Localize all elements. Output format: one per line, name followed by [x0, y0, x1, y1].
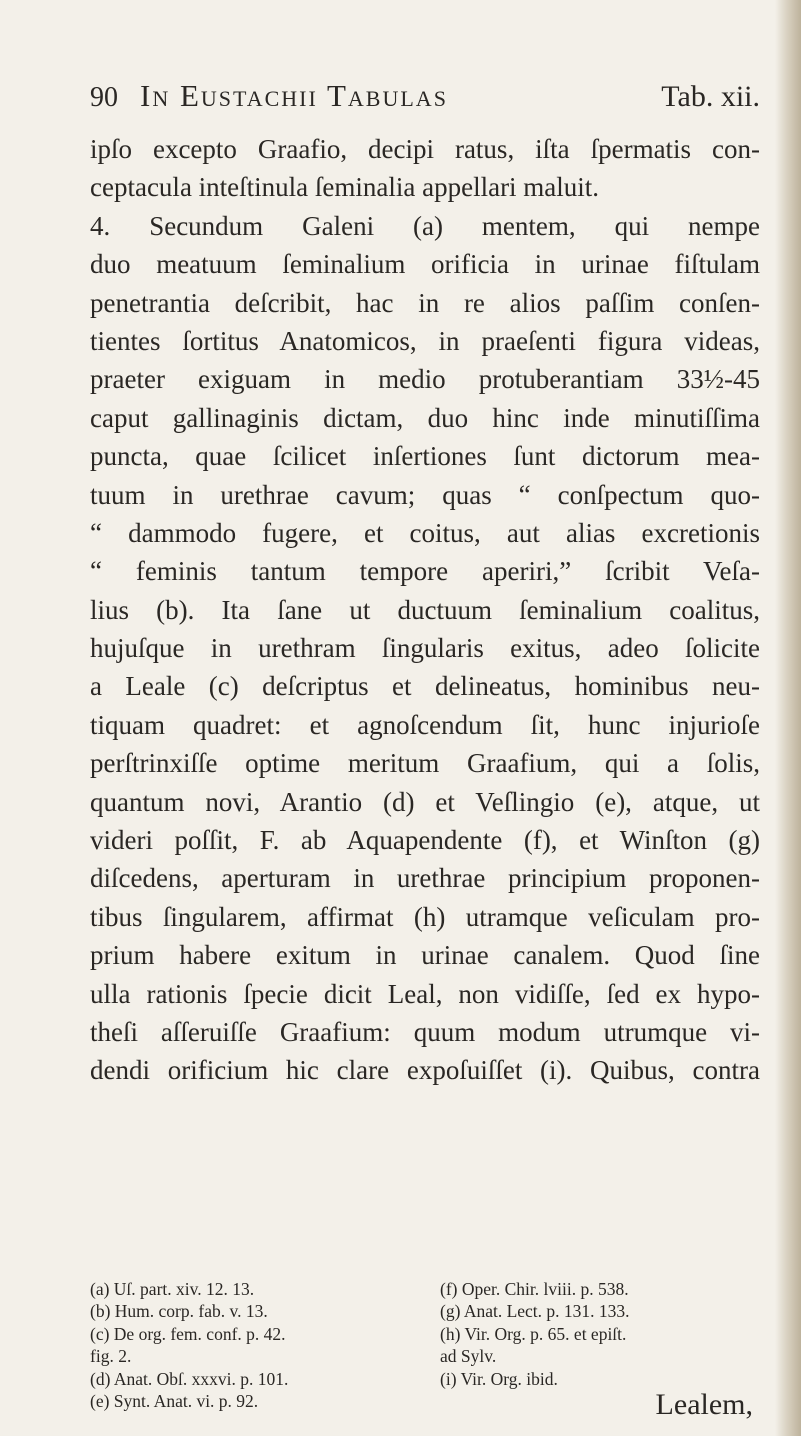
text-line: videri poſſit, F. ab Aquapendente (f), et Winſton (g) — [90, 825, 760, 856]
text-line: a Leale (c) deſcriptus et delineatus, hominibus neu- — [90, 671, 760, 702]
footnote: (h) Vir. Org. p. 65. et epiſt. — [440, 1323, 627, 1344]
text-line: tibus ſingularem, affirmat (h) utramque veſiculam pro- — [90, 901, 760, 932]
text-line: tuum in urethrae cavum; quas “ conſpectum quo- — [90, 479, 760, 510]
text-line: ulla rationis ſpecie dicit Leal, non vidiſſe, ſed ex hypo- — [90, 978, 760, 1009]
text-line: 4. Secundum Galeni (a) mentem, qui nempe — [90, 210, 760, 241]
text-line: praeter exiguam in medio protuberantiam 33½-45 — [90, 364, 760, 395]
text-line: ceptacula inteſtinula ſeminalia appellari maluit. — [90, 172, 600, 203]
footnote: (f) Oper. Chir. lviii. p. 538. — [440, 1279, 629, 1299]
text-line: diſcedens, aperturam in urethrae principium proponen- — [90, 863, 760, 894]
page-number: 90 — [90, 82, 118, 113]
text-line: perſtrinxiſſe optime meritum Graafium, qui a ſolis, — [90, 748, 760, 779]
page-header — [90, 76, 760, 120]
page-edge-shadow — [775, 0, 801, 1436]
text-line: duo meatuum ſeminalium orificia in urinae fiſtulam — [90, 249, 760, 280]
tab-label: Tab. xii. — [661, 80, 760, 113]
body-text — [90, 130, 760, 1090]
catchword: Lealem, — [655, 1388, 753, 1421]
text-line: ipſo excepto Graafio, decipi ratus, iſta ſpermatis con- — [90, 134, 760, 164]
text-line: penetrantia deſcribit, hac in re alios paſſim conſen- — [90, 287, 760, 318]
text-line: theſi aſſeruiſſe Graafium: quum modum utrumque vi- — [90, 1016, 760, 1047]
footnote: (b) Hum. corp. fab. v. 13. — [90, 1301, 268, 1322]
footnotes-left-column — [90, 1278, 288, 1412]
footnote: (i) Vir. Org. ibid. — [440, 1368, 558, 1389]
footnote: (e) Synt. Anat. vi. p. 92. — [90, 1391, 259, 1412]
text-line: “ feminis tantum tempore aperiri,” ſcribit Veſa- — [90, 556, 760, 587]
footnote: (a) Uſ. part. xiv. 12. 13. — [90, 1279, 255, 1299]
footnote: (g) Anat. Lect. p. 131. 133. — [440, 1301, 630, 1322]
text-line: quantum novi, Arantio (d) et Veſlingio (e), atque, ut — [90, 786, 760, 817]
text-line: lius (b). Ita ſane ut ductuum ſeminalium coalitus, — [90, 594, 760, 625]
footnote: (d) Anat. Obſ. xxxvi. p. 101. — [90, 1368, 289, 1389]
running-title: In Eustachii Tabulas — [140, 78, 448, 113]
text-line: puncta, quae ſcilicet inſertiones ſunt dictorum mea- — [90, 441, 760, 472]
text-line: tiquam quadret: et agnoſcendum ſit, hunc injurioſe — [90, 709, 760, 740]
text-line: caput gallinaginis dictam, duo hinc inde minutiſſima — [90, 402, 760, 433]
footnote: (c) De org. fem. conf. p. 42. — [90, 1323, 286, 1344]
footnote: fig. 2. — [90, 1346, 132, 1367]
footnote: ad Sylv. — [440, 1346, 497, 1367]
text-line: dendi orificium hic clare expoſuiſſet (i). Quibus, contra — [90, 1055, 760, 1086]
text-line: “ dammodo fugere, et coitus, aut alias excretionis — [90, 517, 760, 548]
text-line: tientes ſortitus Anatomicos, in praeſenti figura videas, — [90, 325, 760, 356]
text-line: hujuſque in urethram ſingularis exitus, adeo ſolicite — [90, 633, 760, 664]
text-line: prium habere exitum in urinae canalem. Quod ſine — [90, 940, 760, 971]
